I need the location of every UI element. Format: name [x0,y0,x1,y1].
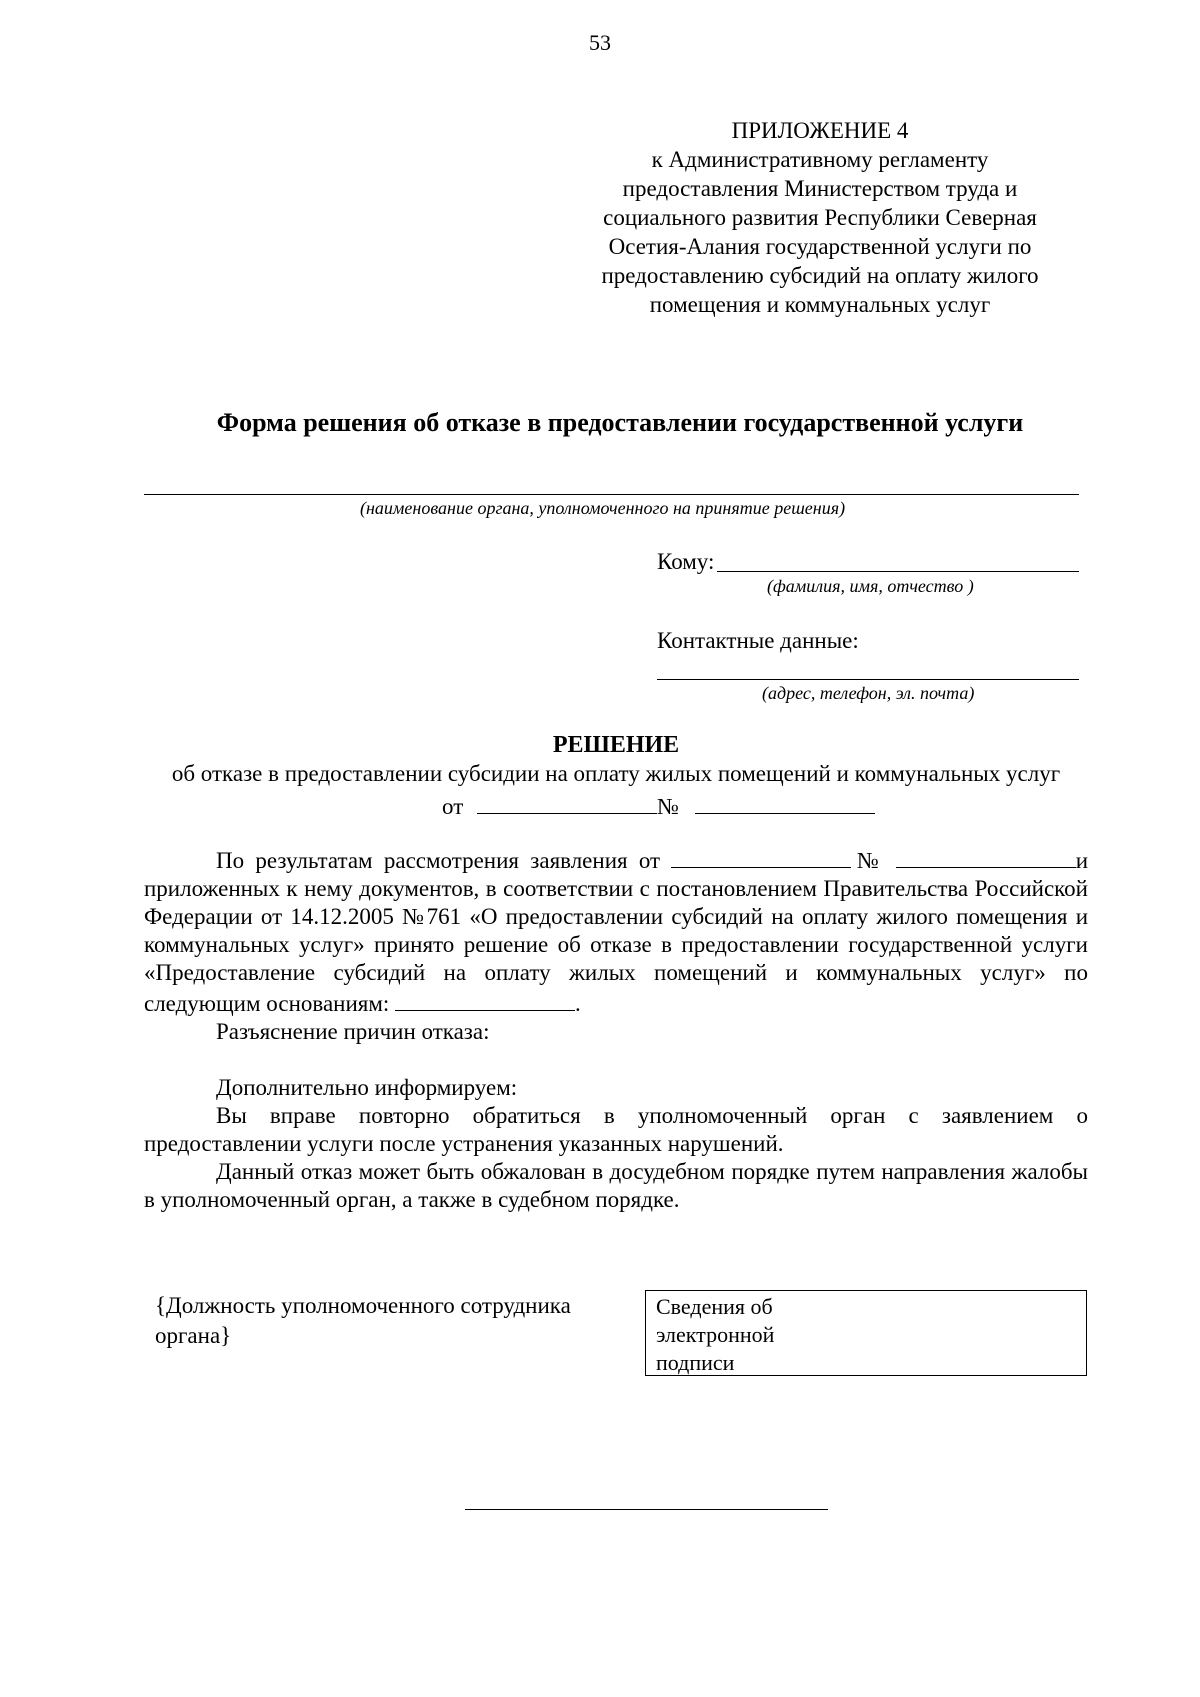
appendix-line: к Административному регламенту [651,147,989,172]
decision-date-field [477,790,657,814]
p1-and: и [1075,848,1089,873]
appendix-line: социального развития Республики Северная [603,205,1037,230]
organ-name-caption: (наименование органа, уполномоченного на принятие решения) [360,498,846,518]
position-line: {Должность уполномоченного сотрудника [155,1293,571,1318]
grounds-field [395,987,575,1011]
to-field [717,571,1079,572]
appendix-title: ПРИЛОЖЕНИЕ 4 [731,118,909,143]
p1-start: По результатам рассмотрения заявления от [216,848,661,873]
contacts-caption: (адрес, телефон, эл. почта) [762,683,975,703]
page-number: 53 [589,30,611,55]
application-number-field [896,844,1076,868]
to-label: Кому: [657,549,715,574]
e-signature-line: Сведения об [656,1294,773,1319]
position-line: органа} [155,1323,232,1348]
decision-subheading: об отказе в предоставлении субсидии на оплату жилых помещений и коммунальных услуг [171,761,1061,786]
appendix-line: Осетия-Алания государственной услуги по [608,234,1032,259]
application-date-field [671,844,851,868]
e-signature-line: электронной [656,1322,775,1347]
footer-divider [465,1509,828,1510]
form-title: Форма решения об отказе в предоставлении государственной услуги [216,408,1024,437]
contacts-field [657,679,1079,680]
p1-end: . [575,991,581,1016]
e-signature-line: подписи [656,1350,735,1375]
appendix-line: помещения и коммунальных услуг [649,292,991,317]
paragraph-grounds [144,844,1088,1018]
appendix-block [560,116,1080,319]
number-label: № [657,794,679,819]
contacts-label: Контактные данные: [657,628,859,653]
decision-date-row [442,790,875,820]
paragraph-reapply: Вы вправе повторно обратиться в уполномоченный орган с заявлением о предоставлении услуги после устранения указанных нарушений. [144,1103,1088,1156]
p1-rest: приложенных к нему документов, в соответствии с постановлением Правительства Российской Федерации от 14.12.2005 №761 «О предоставлении субсидий на оплату жилого помещения и коммунальных услуг» принято решение об отказе в предоставлении государственной услуги «Предоставление субсидий на оплату жилых помещений и коммунальных услуг» по следующим основаниям: [144,876,1088,1016]
appendix-line: предоставления Министерством труда и [622,176,1018,201]
p1-number-label: № [851,848,885,873]
organ-name-field [144,494,1079,495]
to-caption: (фамилия, имя, отчество ) [767,576,974,596]
decision-body [144,844,1088,1214]
decision-heading: РЕШЕНИЕ [552,732,680,758]
paragraph-appeal: Данный отказ может быть обжалован в досудебном порядке путем направления жалобы в уполномоченный орган, а также в судебном порядке. [144,1159,1088,1212]
decision-number-field [695,790,875,814]
paragraph-reasons: Разъяснение причин отказа: [216,1019,490,1044]
appendix-line: предоставлению субсидий на оплату жилого [601,263,1039,288]
official-position [155,1291,571,1351]
e-signature-box [645,1290,1087,1376]
from-label: от [442,794,464,819]
paragraph-additional: Дополнительно информируем: [216,1075,518,1100]
